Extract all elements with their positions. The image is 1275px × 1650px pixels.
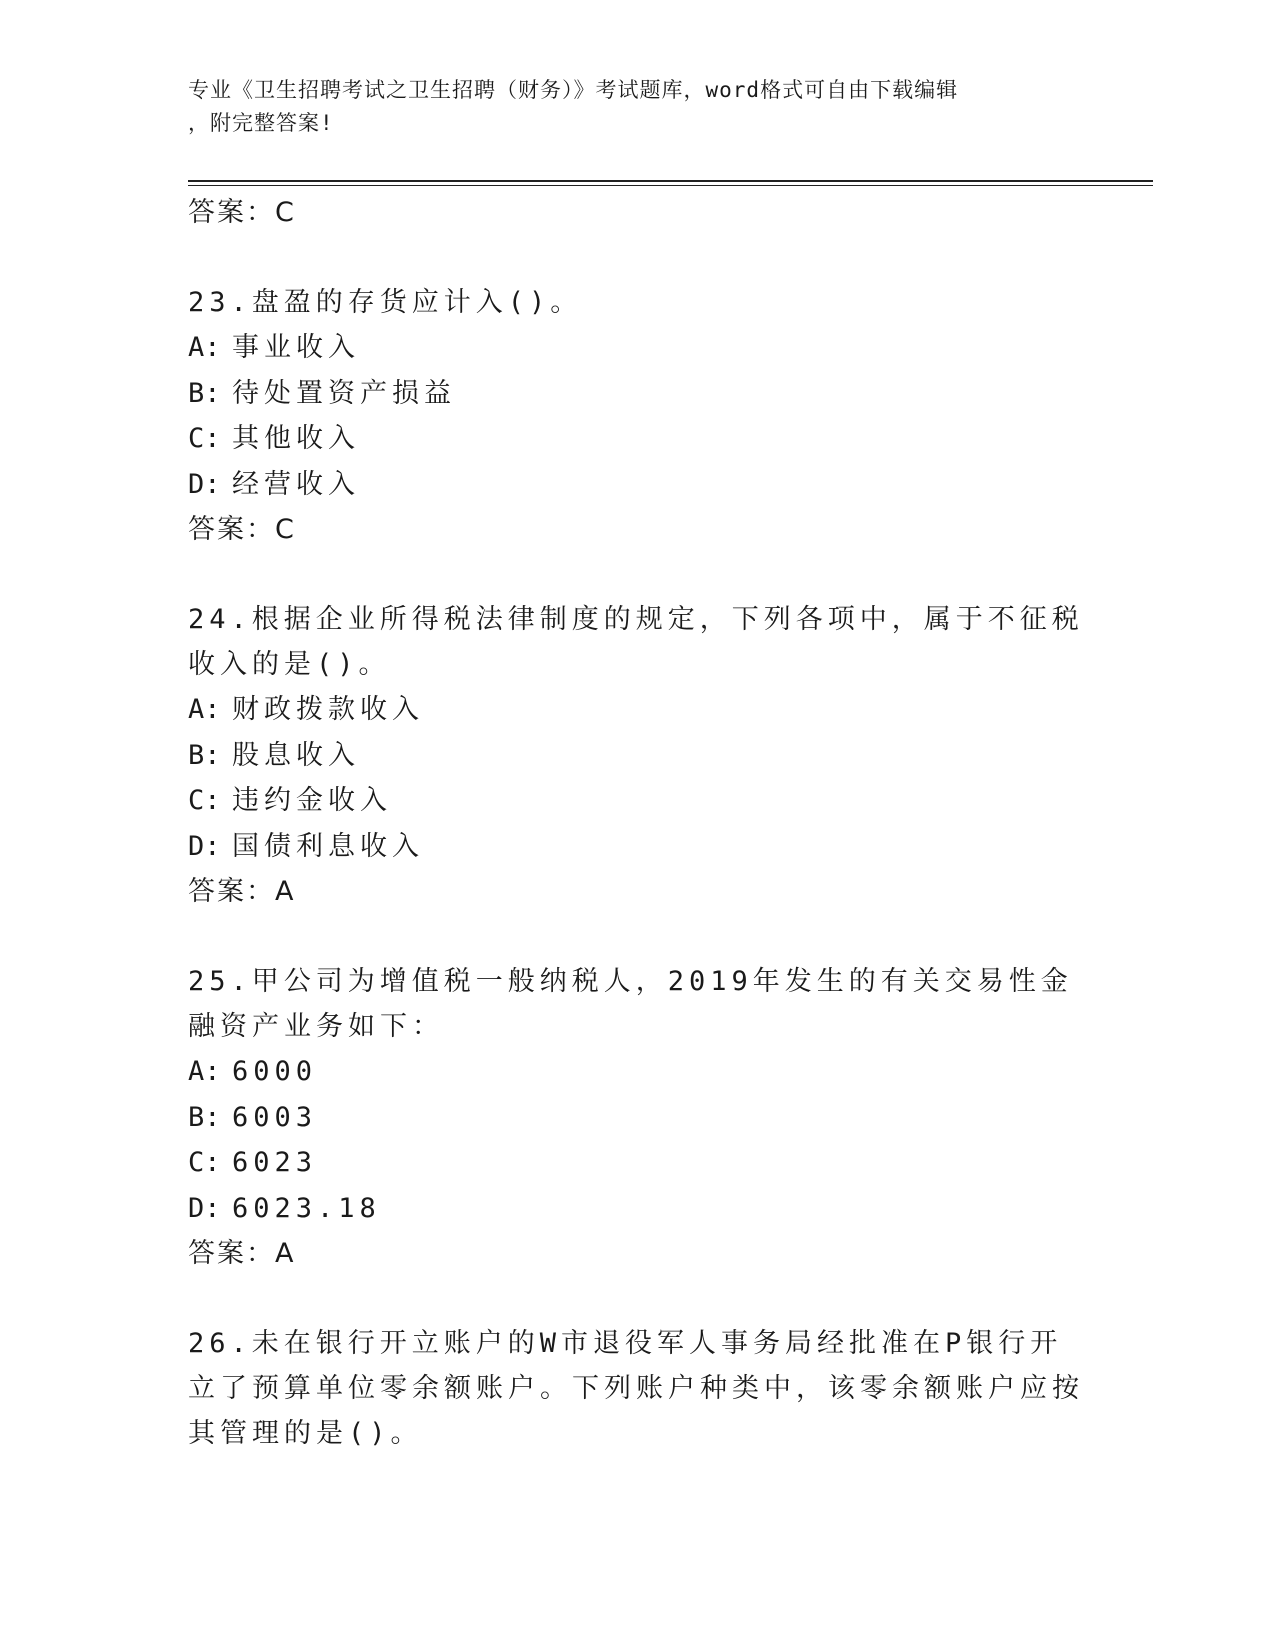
option-b bbox=[188, 1095, 1088, 1141]
answer-line bbox=[188, 1231, 1088, 1277]
question-list bbox=[188, 190, 1088, 1456]
answer-line bbox=[188, 869, 1088, 915]
option-key: C: bbox=[188, 785, 221, 816]
option-key: A: bbox=[188, 1056, 221, 1087]
header-divider bbox=[188, 180, 1153, 182]
option-d bbox=[188, 1186, 1088, 1232]
option-a bbox=[188, 1049, 1088, 1095]
answer-value: C bbox=[275, 514, 295, 545]
answer-line bbox=[188, 507, 1088, 553]
answer-value: A bbox=[275, 1238, 295, 1269]
header-line-2: ，附完整答案! bbox=[188, 111, 334, 135]
option-a bbox=[188, 687, 1088, 733]
question-25 bbox=[188, 959, 1088, 1277]
option-key: A: bbox=[188, 332, 221, 363]
option-key: D: bbox=[188, 468, 221, 500]
option-key: B: bbox=[188, 739, 221, 771]
option-text: 6023 bbox=[232, 1147, 318, 1178]
option-text: 经营收入 bbox=[232, 468, 360, 500]
answer-label: 答案： bbox=[188, 197, 275, 228]
option-d bbox=[188, 824, 1088, 870]
option-key: D: bbox=[188, 830, 221, 862]
question-stem: 23.盘盈的存货应计入()。 bbox=[188, 287, 583, 318]
option-key: D: bbox=[188, 1192, 221, 1224]
option-key: B: bbox=[188, 377, 221, 409]
option-c bbox=[188, 778, 1088, 824]
answer-value: A bbox=[275, 876, 295, 907]
answer-value: C bbox=[275, 197, 295, 228]
header-divider-thin bbox=[188, 185, 1153, 186]
option-text: 财政拨款收入 bbox=[232, 694, 424, 725]
option-text: 待处置资产损益 bbox=[232, 377, 456, 409]
question-stem: 24.根据企业所得税法律制度的规定，下列各项中，属于不征税收入的是()。 bbox=[188, 604, 1084, 680]
option-c bbox=[188, 416, 1088, 462]
option-text: 其他收入 bbox=[232, 423, 360, 454]
option-b bbox=[188, 371, 1088, 417]
question-24 bbox=[188, 597, 1088, 915]
option-c bbox=[188, 1140, 1088, 1186]
option-text: 违约金收入 bbox=[232, 785, 392, 816]
option-text: 股息收入 bbox=[232, 739, 360, 771]
option-text: 6023.18 bbox=[232, 1192, 381, 1224]
question-stem: 25.甲公司为增值税一般纳税人，2019年发生的有关交易性金融资产业务如下： bbox=[188, 966, 1073, 1042]
answer-label: 答案： bbox=[188, 1238, 275, 1269]
option-key: A: bbox=[188, 694, 221, 725]
option-key: B: bbox=[188, 1101, 221, 1133]
answer-label: 答案： bbox=[188, 876, 275, 907]
option-key: C: bbox=[188, 1147, 221, 1178]
option-d bbox=[188, 462, 1088, 508]
question-23 bbox=[188, 280, 1088, 553]
option-b bbox=[188, 733, 1088, 779]
question-stem: 26.未在银行开立账户的W市退役军人事务局经批准在P银行开立了预算单位零余额账户。下列账户种类中，该零余额账户应按其管理的是()。 bbox=[188, 1328, 1084, 1449]
option-text: 6003 bbox=[232, 1101, 318, 1133]
option-key: C: bbox=[188, 423, 221, 454]
option-text: 事业收入 bbox=[232, 332, 360, 363]
option-a bbox=[188, 325, 1088, 371]
header-line-1: 专业《卫生招聘考试之卫生招聘（财务）》考试题库，word格式可自由下载编辑 bbox=[188, 78, 959, 102]
answer-line bbox=[188, 190, 1088, 236]
option-text: 国债利息收入 bbox=[232, 830, 424, 862]
answer-label: 答案： bbox=[188, 514, 275, 545]
option-text: 6000 bbox=[232, 1056, 318, 1087]
question-26 bbox=[188, 1321, 1088, 1456]
page-header bbox=[188, 74, 1078, 140]
